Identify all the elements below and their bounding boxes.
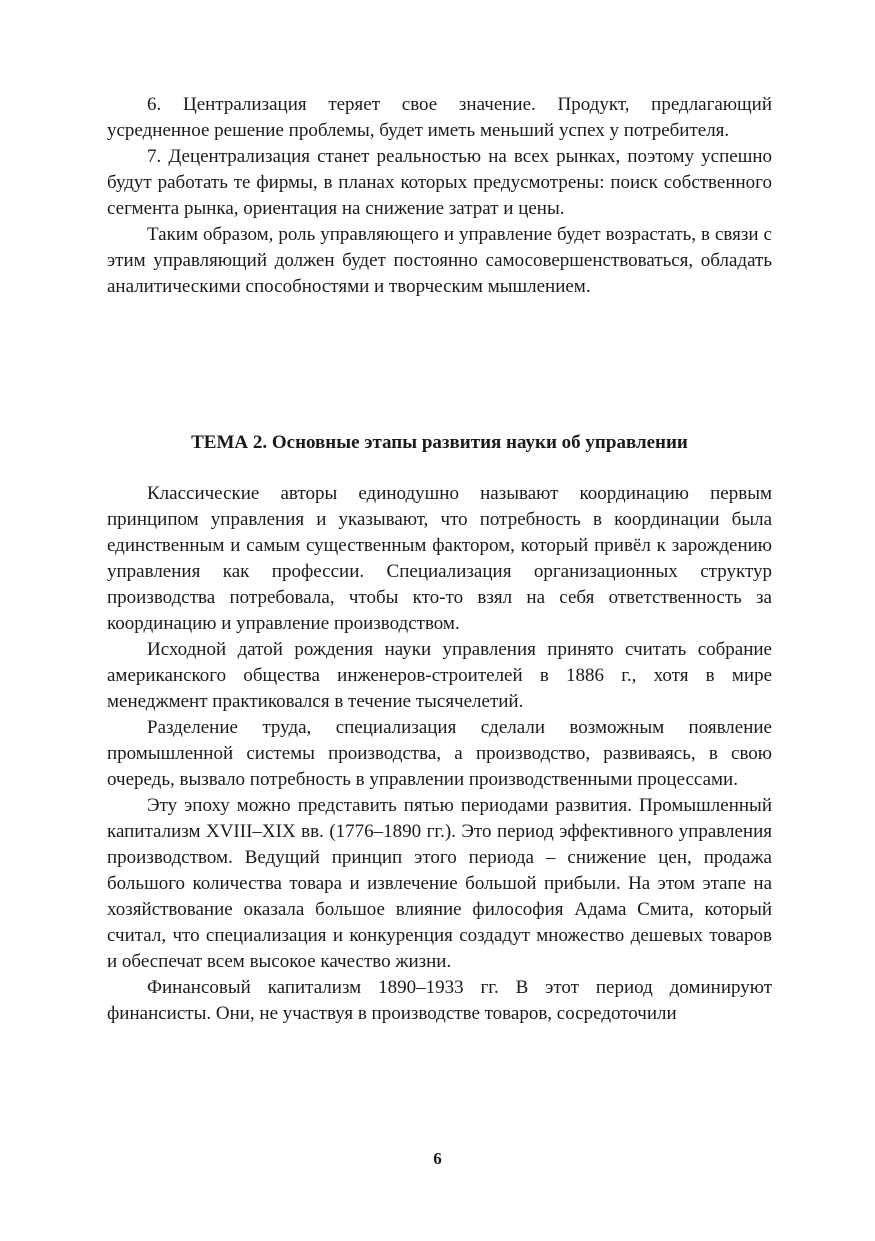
paragraph-birth-date: Исходной датой рождения науки управления принято считать собрание американского общества инженеров-строителей в 1886 г., хотя в мире менеджмент практиковался в течение тысячелетий. xyxy=(107,639,772,712)
page-number: 6 xyxy=(433,1149,442,1168)
paragraph-centralization: 6. Централизация теряет свое значение. Продукт, предлагающий усредненное решение проблемы, будет иметь меньший успех у потребителя. xyxy=(107,94,772,141)
paragraph-decentralization: 7. Децентрализация станет реальностью на всех рынках, поэтому успешно будут работать те фирмы, в планах которых предусмотрены: поиск собственного сегмента рынка, ориентация на снижение затрат и цены. xyxy=(107,146,772,219)
intro-text-block xyxy=(107,92,772,300)
paragraph-coordination: Классические авторы единодушно называют координацию первым принципом управления и указывают, что потребность в координации была единственным и самым существенным фактором, который привёл к зарождению управления как профессии. Специализация организационных структур производства потребовала, чтобы кто-то взял на себя ответственность за координацию и управление производством. xyxy=(107,483,772,634)
paragraph-periods: Эту эпоху можно представить пятью периодами развития. Промышленный капитализм XVIII–XIX вв. (1776–1890 гг.). Это период эффективного управления производством. Ведущий принцип этого периода – снижение цен, продажа большого количества товара и извлечение большой прибыли. На этом этапе на хозяйствование оказала большое влияние философия Адама Смита, который считал, что специализация и конкуренция создадут множество дешевых товаров и обеспечат всем высокое качество жизни. xyxy=(107,795,772,972)
paragraph-division-of-labor: Разделение труда, специализация сделали возможным появление промышленной системы производства, а производство, развиваясь, в свою очередь, вызвало потребность в управлении производственными процессами. xyxy=(107,717,772,790)
paragraph-conclusion: Таким образом, роль управляющего и управление будет возрастать, в связи с этим управляющий должен будет постоянно самосовершенствоваться, обладать аналитическими способностями и творческим мышлением. xyxy=(107,224,772,297)
paragraph-financial-capitalism: Финансовый капитализм 1890–1933 гг. В этот период доминируют финансисты. Они, не участвуя в производстве товаров, сосредоточили xyxy=(107,977,772,1024)
section-text-block xyxy=(107,481,772,1027)
section-heading: ТЕМА 2. Основные этапы развития науки об управлении xyxy=(191,432,688,453)
